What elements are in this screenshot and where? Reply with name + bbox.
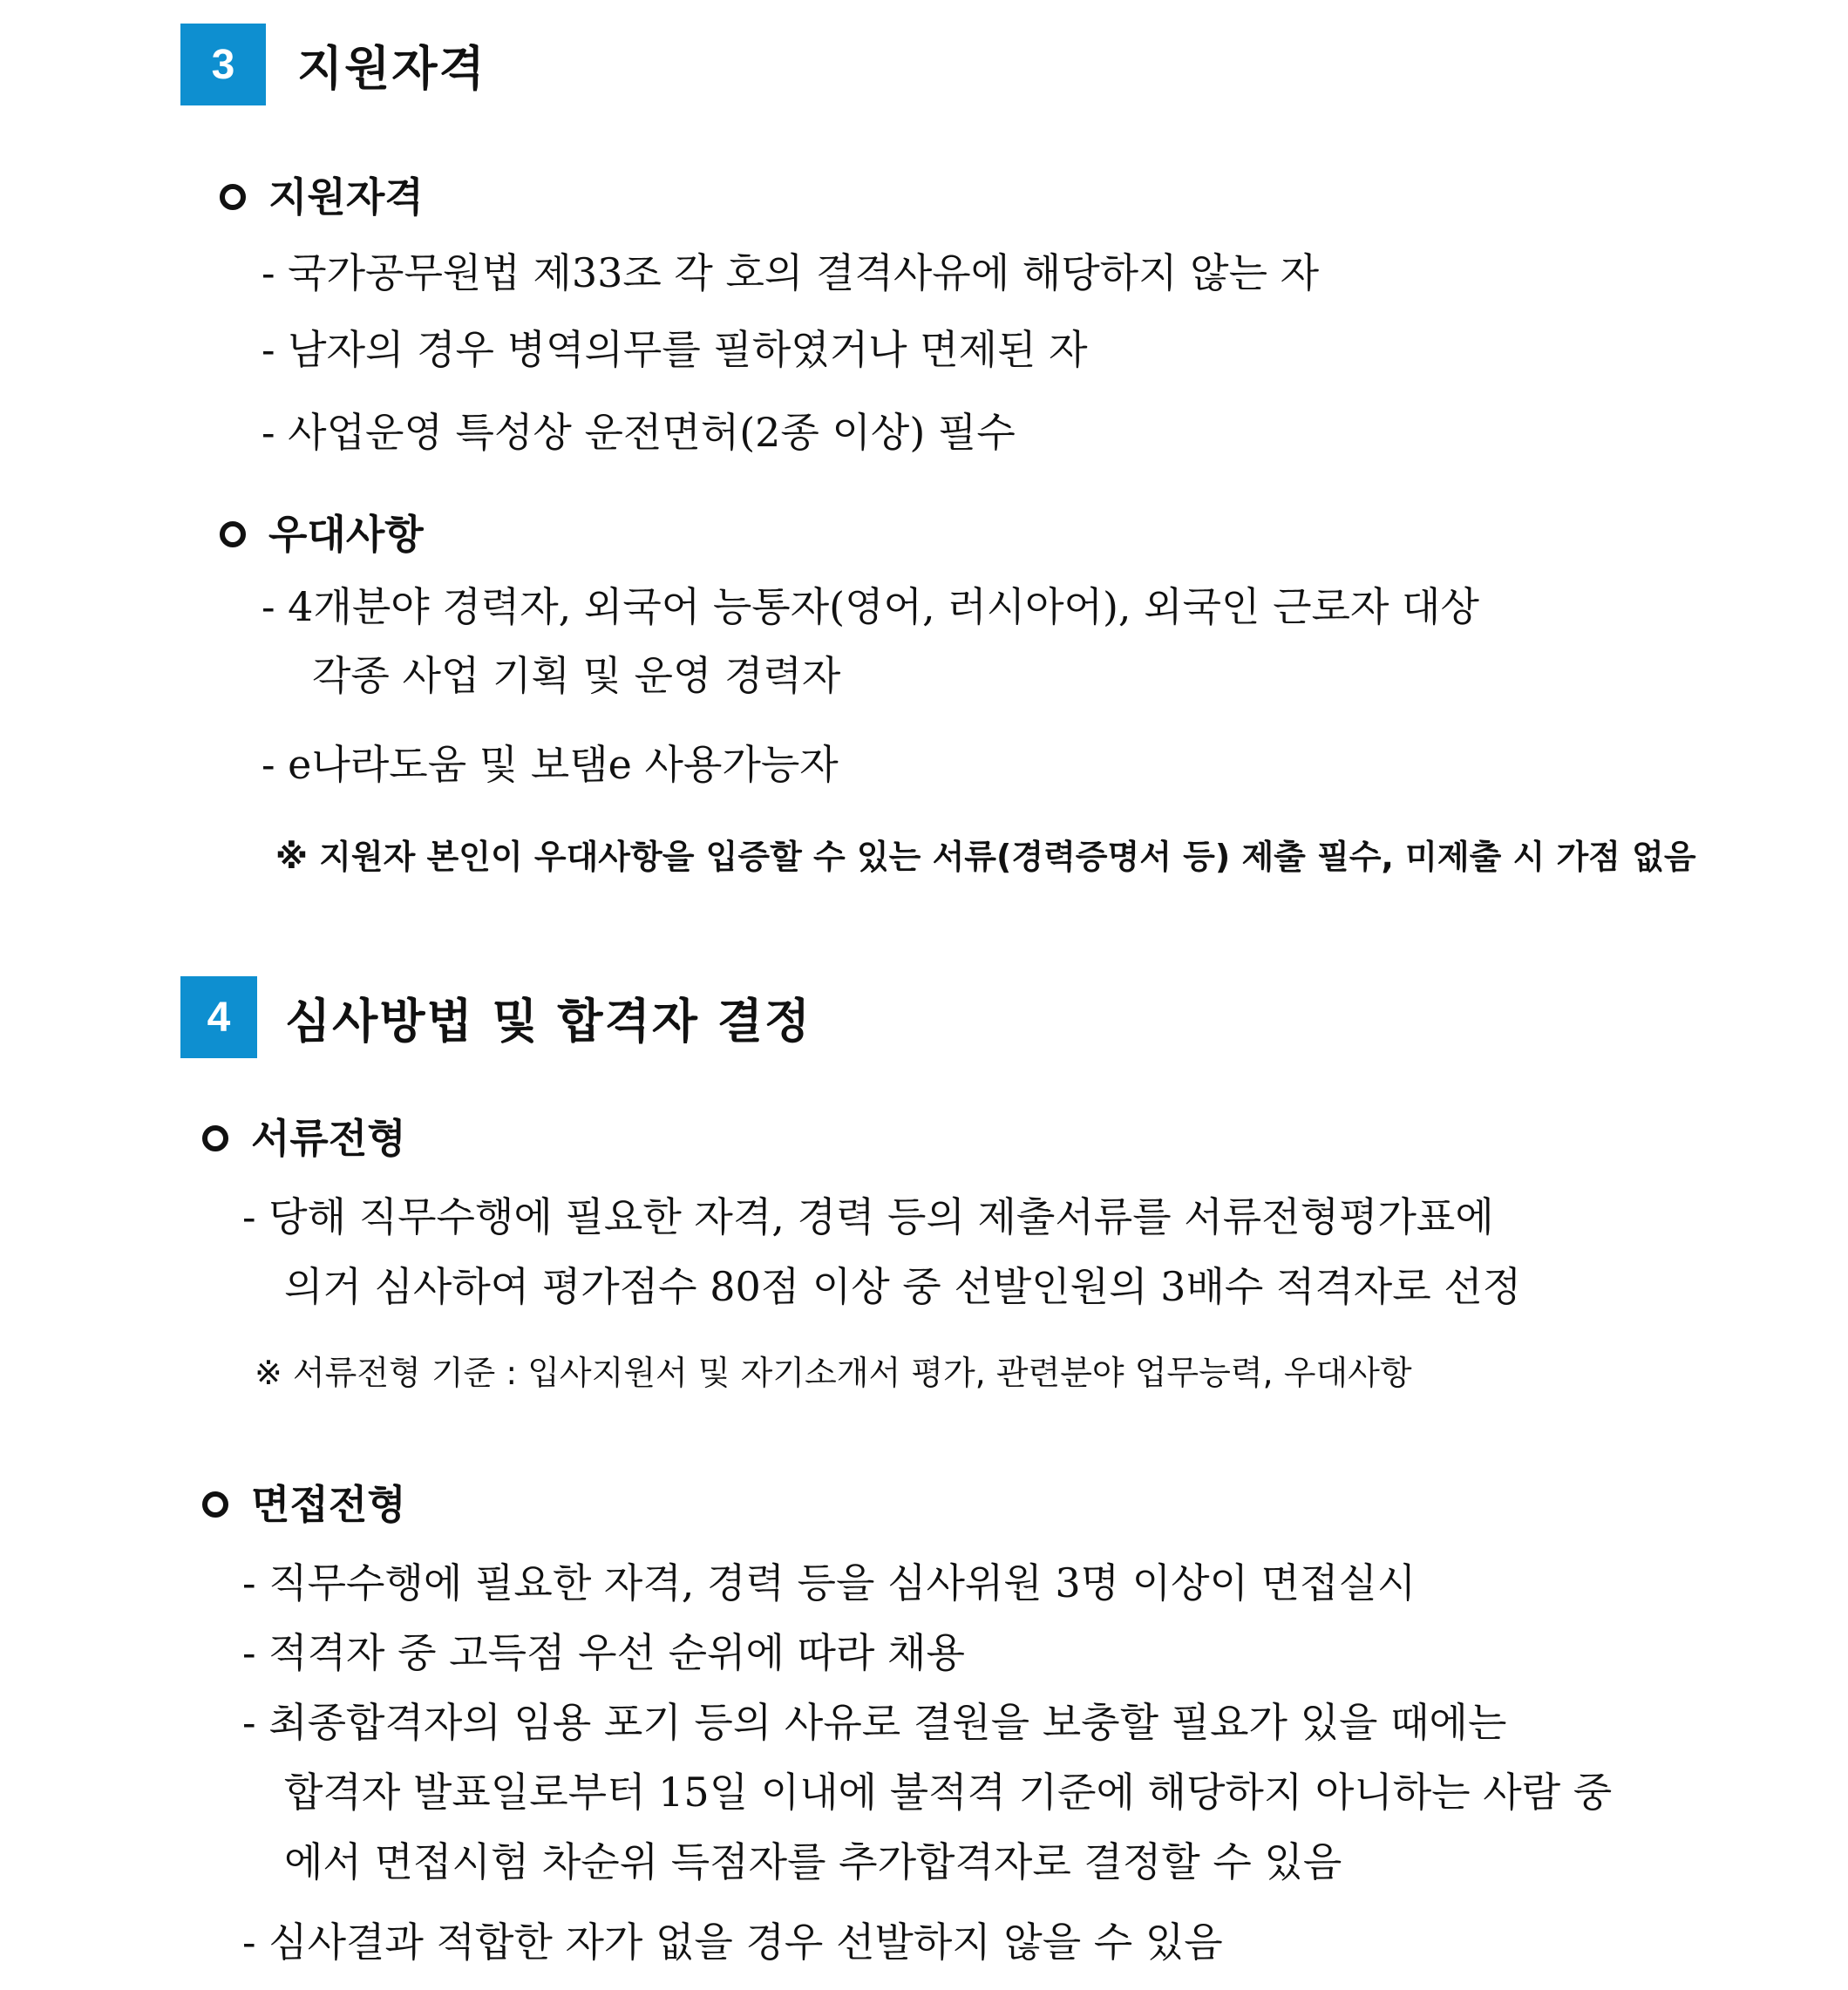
section-3-header xyxy=(180,24,486,105)
preference-item: - e나라도움 및 보탬e 사용가능자 xyxy=(262,741,839,788)
interview-heading-label: 면접전형 xyxy=(251,1481,406,1528)
circle-bullet-icon xyxy=(202,1491,228,1518)
section-number-badge: 4 xyxy=(180,976,257,1058)
circle-bullet-icon xyxy=(220,521,246,547)
interview-item: - 적격자 중 고득점 우선 순위에 따라 채용 xyxy=(242,1629,965,1676)
preferences-heading-label: 우대사항 xyxy=(268,511,424,558)
preference-note: ※ 지원자 본인이 우대사항을 입증할 수 있는 서류(경력증명서 등) 제출 필수, 미제출 시 가점 없음 xyxy=(275,838,1696,876)
interview-heading xyxy=(202,1481,406,1528)
circle-bullet-icon xyxy=(220,184,246,210)
interview-item-continuation: 합격자 발표일로부터 15일 이내에 불적격 기준에 해당하지 아니하는 사람 중 xyxy=(284,1769,1613,1816)
document-screening-text-line: - 당해 직무수행에 필요한 자격, 경력 등의 제출서류를 서류전형평가표에 xyxy=(242,1193,1494,1240)
document-screening-heading xyxy=(202,1115,406,1162)
preference-item-line: - 4개분야 경력자, 외국어 능통자(영어, 러시아어), 외국인 근로자 대상 xyxy=(262,583,1479,630)
section-number-badge: 3 xyxy=(180,24,266,105)
interview-item: - 심사결과 적합한 자가 없을 경우 선발하지 않을 수 있음 xyxy=(242,1919,1223,1966)
qualification-item: - 국가공무원법 제33조 각 호의 결격사유에 해당하지 않는 자 xyxy=(262,249,1320,296)
section-title: 심사방법 및 합격자 결정 xyxy=(285,993,812,1049)
document-screening-heading-label: 서류전형 xyxy=(251,1115,406,1162)
interview-item: - 직무수행에 필요한 자격, 경력 등을 심사위원 3명 이상이 면접실시 xyxy=(242,1559,1417,1606)
interview-item-continuation: 에서 면접시험 차순위 득점자를 추가합격자로 결정할 수 있음 xyxy=(284,1838,1342,1885)
qualification-item: - 남자의 경우 병역의무를 필하였거나 면제된 자 xyxy=(262,326,1088,373)
preference-item-continuation: 각종 사업 기획 및 운영 경력자 xyxy=(312,652,841,699)
section-4-header xyxy=(180,976,812,1058)
preferences-heading xyxy=(220,511,424,558)
interview-item-line: - 최종합격자의 임용 포기 등의 사유로 결원을 보충할 필요가 있을 때에는 xyxy=(242,1699,1507,1746)
circle-bullet-icon xyxy=(202,1125,228,1151)
section-title: 지원자격 xyxy=(297,40,486,96)
document-screening-text-continuation: 의거 심사하여 평가점수 80점 이상 중 선발인원의 3배수 적격자로 선정 xyxy=(284,1263,1522,1310)
document-screening-note: ※ 서류전형 기준 : 입사지원서 및 자기소개서 평가, 관련분야 업무능력, 우대사항 xyxy=(255,1354,1412,1392)
qualification-item: - 사업운영 특성상 운전면허(2종 이상) 필수 xyxy=(262,409,1016,456)
qualifications-heading-label: 지원자격 xyxy=(268,173,424,221)
qualifications-heading xyxy=(220,173,424,221)
